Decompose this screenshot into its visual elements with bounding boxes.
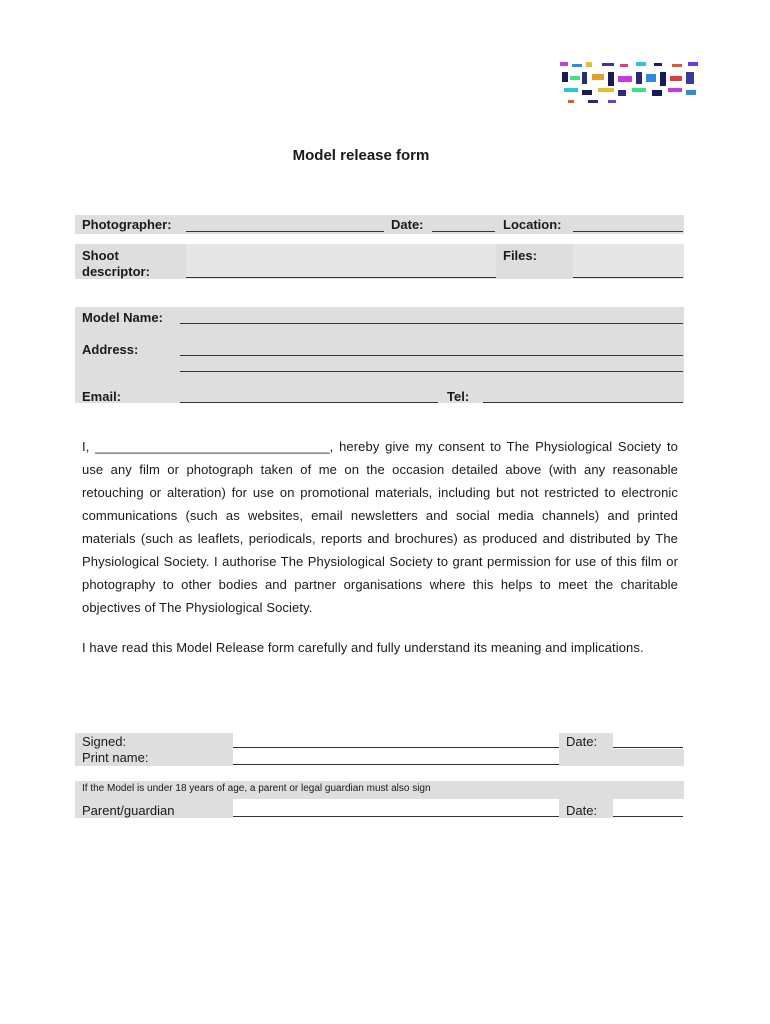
shoot-label-line-2: descriptor: <box>82 264 150 279</box>
email-label: Email: <box>82 389 122 404</box>
guardian-signature-field[interactable] <box>233 816 559 817</box>
signed-label: Signed: <box>82 734 127 749</box>
date-field[interactable] <box>432 231 495 232</box>
photographer-label: Photographer: <box>82 217 172 232</box>
tel-label: Tel: <box>447 389 470 404</box>
guardian-label: Parent/guardian <box>82 803 175 818</box>
shoot-label-line-1: Shoot <box>82 248 119 263</box>
location-label: Location: <box>503 217 562 232</box>
model-name-label: Model Name: <box>82 310 163 325</box>
form-title: Model release form <box>292 147 430 164</box>
guardian-date-field[interactable] <box>613 816 683 817</box>
print-name-field[interactable] <box>233 764 559 765</box>
address-field-line-1[interactable] <box>180 355 683 356</box>
acknowledgement-paragraph: I have read this Model Release form carefully and fully understand its meaning and implications. <box>82 640 644 655</box>
signature-field[interactable] <box>233 747 559 748</box>
files-label: Files: <box>503 248 537 263</box>
minor-notice: If the Model is under 18 years of age, a parent or legal guardian must also sign <box>82 783 431 794</box>
guardian-date-label: Date: <box>566 803 598 818</box>
date-label: Date: <box>391 217 424 232</box>
location-field[interactable] <box>573 231 683 232</box>
model-name-field[interactable] <box>180 323 683 324</box>
tel-field[interactable] <box>483 402 683 403</box>
society-logo <box>558 60 702 106</box>
address-label: Address: <box>82 342 139 357</box>
photographer-field[interactable] <box>186 231 384 232</box>
email-field[interactable] <box>180 402 438 403</box>
signature-date-label: Date: <box>566 734 598 749</box>
consent-paragraph: I, ________________________________, hereby give my consent to The Physiological Society to use any film or photograph taken of me on the occasion detailed above (with any reasonable retouching or alteration) for use on promotional materials, including but not restricted to electronic communications (such as websites, email newsletters and social media channels) and printed materials (such as leaflets, periodicals, reports and brochures) as produced and distributed by The Physiological Society. I authorise The Physiological Society to grant permission for use of this film or photography to other bodies and partner organisations where this helps to meet the charitable objectives of The Physiological Society. <box>82 439 678 615</box>
print-name-label: Print name: <box>82 750 149 765</box>
signature-date-field[interactable] <box>613 747 683 748</box>
files-field[interactable] <box>573 277 683 278</box>
shoot-descriptor-field[interactable] <box>186 277 496 278</box>
address-field-line-2[interactable] <box>180 371 683 372</box>
